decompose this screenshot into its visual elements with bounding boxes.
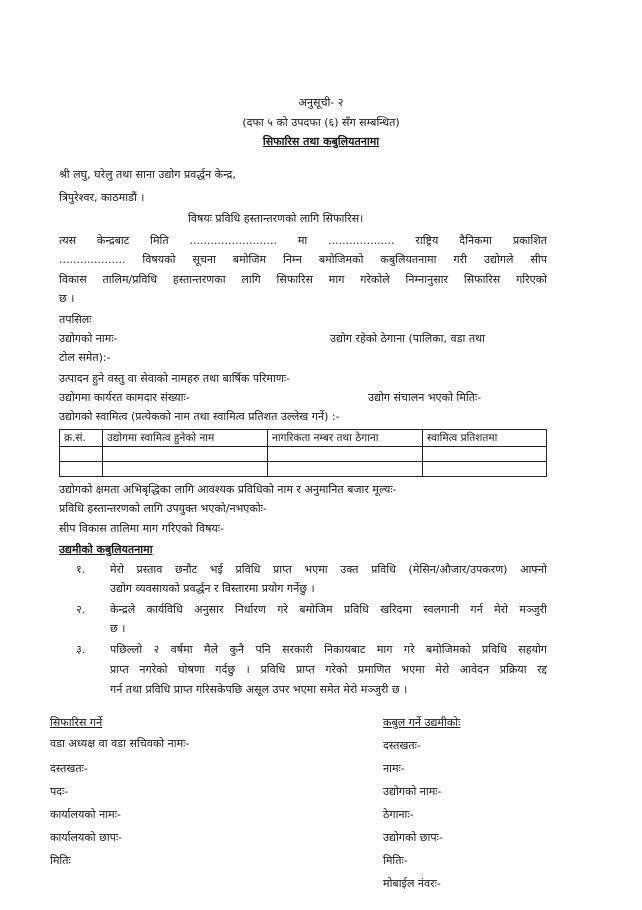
table-header-citizenship: नागरिकता नम्बर तथा ठेगाना — [268, 430, 423, 447]
intro-line-2: ................... विषयको सूचना बमोजिम निम्न बमोजिमको कबुलियतनामा गरी उद्योगले सीप — [59, 253, 547, 266]
intro-line-3: विकास तालिम/प्रविधि हस्तान्तरणका लागि सिफारिस माग गरेकोले निम्नानुसार सिफारिस गरिएको — [59, 273, 547, 286]
declaration-item-number: २. — [76, 603, 86, 616]
recommender-heading: सिफारिस गर्ने — [50, 716, 103, 729]
declaration-item-3-line-2: प्राप्त नगरेको घोषणा गर्दछु । प्रविधि प्राप्त गरेको प्रमाणित भएमा मेरो आवेदन प्रक्रिया रद्द — [110, 663, 547, 676]
products-field: उत्पादन हुने वस्तु वा सेवाको नामहरु तथा बार्षिक परिमाणः- — [59, 372, 291, 385]
industry-tole-field: टोल समेत):- — [59, 351, 111, 364]
table-header-sn: क्र.सं. — [60, 430, 103, 447]
table-cell — [423, 447, 547, 462]
table-cell — [423, 462, 547, 477]
table-cell — [103, 462, 268, 477]
table-cell — [268, 447, 423, 462]
capacity-tech-field: उद्योगको क्षमता अभिबृद्धिका लागि आवश्यक प्रविधिको नाम र अनुमानित बजार मूल्यः- — [59, 483, 397, 496]
table-cell — [103, 447, 268, 462]
declaration-item-1-line-2: उद्योग व्यवसायको प्रवर्द्धन र विस्तारमा प्रयोग गर्नेछु । — [110, 582, 315, 595]
industry-address-field: उद्योग रहेको ठेगाना (पालिका, वडा तथा — [330, 332, 485, 345]
recommender-date-field: मितिः — [50, 854, 71, 867]
entrepreneur-address-field: ठेगानाः- — [383, 808, 414, 821]
recipient-line-1: श्री लघु, घरेलु तथा साना उद्योग प्रवर्द्धन केन्द्र, — [59, 168, 236, 181]
workers-field: उद्योगमा कार्यरत कामदार संख्याः- — [59, 391, 190, 404]
entrepreneur-industry-stamp-field: उद्योगको छापः- — [383, 831, 443, 844]
recommender-office-stamp-field: कार्यालयको छापः- — [50, 831, 123, 844]
recommender-post-field: पदः- — [50, 785, 69, 798]
declaration-item-1-line-1: मेरो प्रस्ताव छनौट भई प्रविधि प्राप्त भएमा उक्त प्रविधि (मेसिन/औजार/उपकरण) आफ्नो — [110, 563, 547, 576]
tech-transfer-suitability-field: प्रविधि हस्तान्तरणको लागि उपयुक्त भएको/नभएकोः- — [59, 502, 267, 515]
intro-line-1: त्यस केन्द्रबाट मिति ......................... मा ................... राष्ट्रिय दैनिकमा प्रकाशित — [59, 234, 547, 247]
skill-training-subject-field: सीप विकास तालिमा माग गरिएको विषयः- — [59, 522, 225, 535]
entrepreneur-industry-name-field: उद्योगको नामः- — [383, 785, 442, 798]
table-header-ownership-percent: स्वामित्व प्रतिशतमा — [423, 430, 547, 447]
declaration-item-2-line-1: केन्द्रले कार्यविधि अनुसार निर्धारण गरे बमोजिम प्रविधि खरिदमा स्वलगानी गर्न मेरो मञ्जुरी — [110, 603, 547, 616]
entrepreneur-signature-field: दस्तखतः- — [383, 739, 421, 752]
recommender-name-field: वडा अध्यक्ष वा वडा सचिवको नामः- — [50, 737, 190, 750]
ownership-field: उद्योगको स्वामित्व (प्रत्येकको नाम तथा स्वामित्व प्रतिशत उल्लेख गर्ने) :- — [59, 410, 340, 423]
declaration-heading: उद्यमीको कबुलियतनामा — [59, 543, 153, 556]
entrepreneur-mobile-field: मोबाईल नंवरः- — [383, 877, 441, 890]
recipient-line-2: त्रिपुरेश्वर, काठमाडौं । — [59, 191, 145, 204]
declaration-item-2-line-2: छ । — [110, 622, 126, 635]
entrepreneur-name-field: नामः- — [383, 762, 405, 775]
entrepreneur-heading: कबुल गर्ने उद्यमीकोः — [383, 716, 461, 729]
declaration-item-number: ३. — [76, 643, 86, 656]
table-cell — [60, 447, 103, 462]
table-cell — [268, 462, 423, 477]
table-row — [60, 447, 547, 462]
start-date-field: उद्योग संचालन भएको मितिः- — [368, 391, 482, 404]
subject-line: विषयः प्रविधि हस्तान्तरणको लागि सिफारिस। — [188, 212, 364, 225]
table-cell — [60, 462, 103, 477]
schedule-subtitle: (दफा ५ को उपदफा (६) सँग सम्बन्धित) — [242, 116, 400, 129]
document-title: सिफारिस तथा कबुलियतनामा — [262, 135, 380, 148]
recommender-office-name-field: कार्यालयको नामः- — [50, 808, 121, 821]
declaration-item-number: १. — [76, 563, 86, 576]
industry-name-field: उद्योगको नामः- — [59, 332, 118, 345]
recommender-signature-field: दस्तखतः- — [50, 762, 88, 775]
declaration-item-3-line-1: पछिल्लो २ वर्षमा मैले कुनै पनि सरकारी निकायबाट माग गरे बमोजिमको प्रविधि सहयोग — [110, 643, 547, 656]
table-header-owner-name: उद्योगमा स्वामित्व हुनेको नाम — [103, 430, 268, 447]
details-heading: तपसिलः — [59, 313, 92, 326]
ownership-table — [59, 429, 547, 477]
table-row — [60, 462, 547, 477]
entrepreneur-date-field: मितिः- — [383, 854, 408, 867]
intro-line-4: छ । — [59, 292, 75, 305]
table-header-row — [60, 430, 547, 447]
schedule-label: अनुसूची- २ — [298, 96, 344, 109]
declaration-item-3-line-3: गर्न तथा प्रविधि प्राप्त गरिसकेपछि असूल उपर भएमा समेत मेरो मञ्जुरी छ । — [110, 683, 408, 696]
